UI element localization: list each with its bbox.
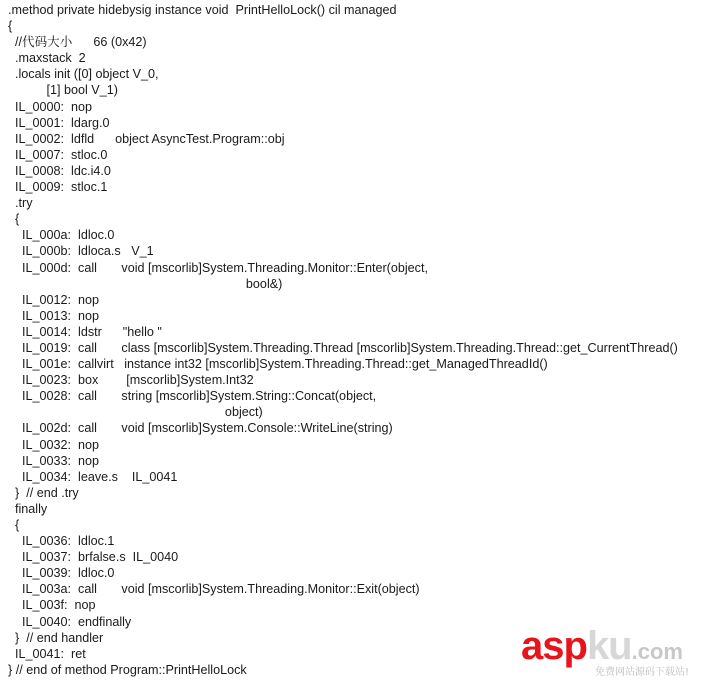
code-line: IL_0040: endfinally [8,614,132,629]
code-line: { [8,212,20,227]
code-line: IL_0009: stloc.1 [8,180,108,195]
code-line: { [8,19,13,34]
code-line: IL_0032: nop [8,437,100,452]
code-line: IL_0039: ldloc.0 [8,566,115,581]
code-line: IL_0034: leave.s IL_0041 [8,469,178,484]
code-line: IL_0037: brfalse.s IL_0040 [8,550,179,565]
code-line: IL_001e: callvirt instance int32 [mscorlib]System.Threading.Thread::get_ManagedThreadId() [8,357,548,372]
code-line: IL_000d: call void [mscorlib]System.Threading.Monitor::Enter(object, [8,260,428,275]
code-line: bool&) [8,276,283,291]
watermark-tagline: 免费网站源码下载站! [594,667,689,678]
code-line: } // end handler [8,630,104,645]
code-line: IL_003f: nop [8,598,96,613]
code-line: IL_0000: nop [8,99,93,114]
code-line: [1] bool V_1) [8,83,118,98]
code-line: } // end .try [8,485,79,500]
watermark-brand-suffix: .com [631,639,683,664]
code-line: IL_0028: call string [mscorlib]System.String::Concat(object, [8,389,377,404]
code-line: IL_0036: ldloc.1 [8,534,115,549]
code-line: IL_0001: ldarg.0 [8,115,110,130]
code-line: .locals init ([0] object V_0, [8,67,159,82]
watermark-brand-part1: asp [521,624,587,668]
code-line: //代码大小 66 (0x42) [8,35,147,50]
code-line: } // end of method Program::PrintHelloLock [8,662,247,677]
code-line: IL_002d: call void [mscorlib]System.Console::WriteLine(string) [8,421,393,436]
code-line: IL_0012: nop [8,292,100,307]
code-line: IL_0041: ret [8,646,86,661]
code-line: object) [8,405,263,420]
code-line: IL_0002: ldfld object AsyncTest.Program::obj [8,131,285,146]
watermark-logo [521,626,691,680]
code-line: { [8,518,20,532]
code-line: IL_0008: ldc.i4.0 [8,163,111,178]
code-line: .method private hidebysig instance void PrintHelloLock() cil managed [8,3,397,17]
code-line: IL_0019: call class [mscorlib]System.Threading.Thread [mscorlib]System.Threading.Thread::get_CurrentThread() [8,340,678,355]
code-line: IL_0007: stloc.0 [8,147,108,162]
code-line: .maxstack 2 [8,51,86,66]
code-line: IL_0023: box [mscorlib]System.Int32 [8,373,254,388]
il-code-listing [8,2,698,678]
code-line: IL_0013: nop [8,308,100,323]
code-line: IL_003a: call void [mscorlib]System.Threading.Monitor::Exit(object) [8,582,420,597]
code-line: IL_0033: nop [8,453,100,468]
watermark-brand-part2: ku [586,624,632,668]
code-line: finally [8,501,48,516]
code-line: IL_000b: ldloca.s V_1 [8,244,154,259]
code-line: IL_000a: ldloc.0 [8,228,115,243]
code-line: IL_0014: ldstr "hello " [8,324,162,339]
code-line: .try [8,196,33,211]
